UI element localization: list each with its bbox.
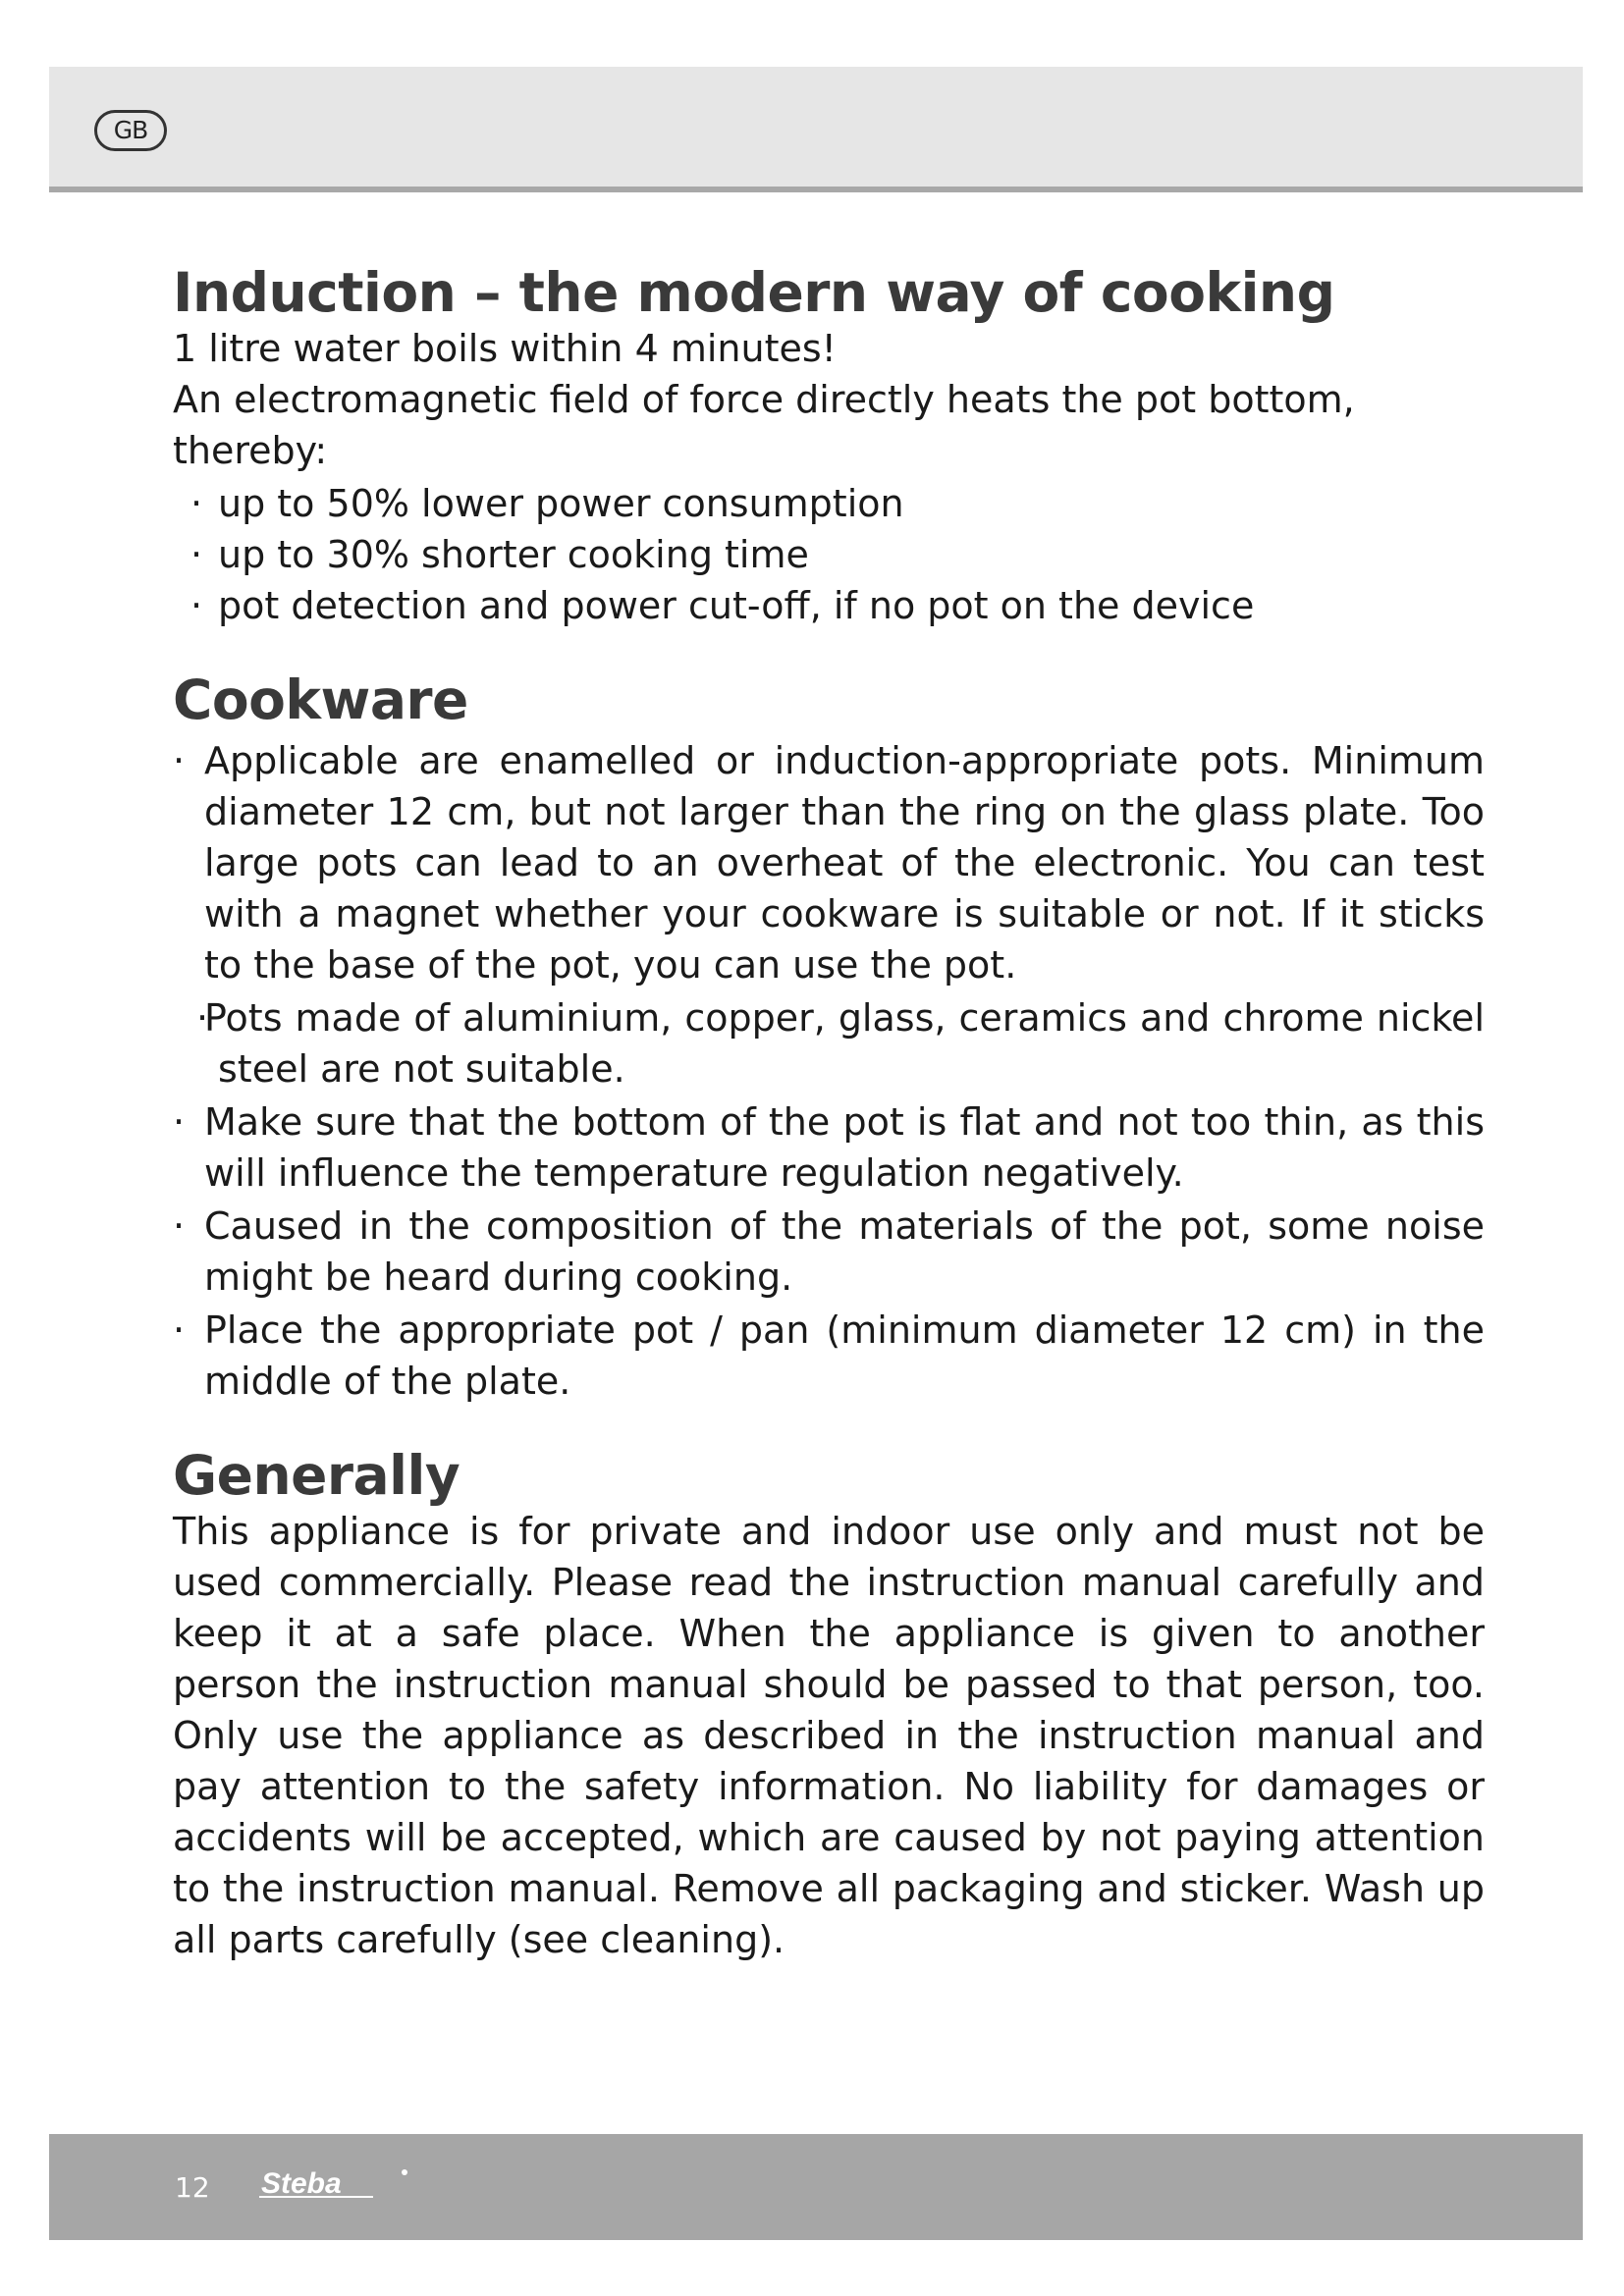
cookware-bullet: · Caused in the composition of the materials of the pot, some noise might be heard during cooking. — [173, 1201, 1485, 1303]
induction-bullet: · up to 50% lower power consumption — [190, 478, 1485, 529]
page-number: 12 — [175, 2171, 210, 2204]
cookware-bullet — [173, 992, 1485, 1095]
page-footer — [49, 2134, 1583, 2240]
cookware-sub-bullet-text: · Pots made of aluminium, copper, glass, ceramics and chrome nickel steel are not suitable. — [204, 996, 1485, 1091]
cookware-bullet-list — [173, 735, 1485, 1407]
induction-line1: 1 litre water boils within 4 minutes! — [173, 326, 837, 370]
page-content — [173, 263, 1485, 2004]
cookware-heading: Cookware — [173, 667, 468, 731]
section-induction — [173, 263, 1485, 631]
section-generally — [173, 1446, 1485, 1965]
generally-body: This appliance is for private and indoor use only and must not be used commercially. Please read the instruction manual carefully and keep it at a safe place. When the appliance is given to another person the instruction manual should be passed to that person, too. Only use the appliance as described in the instruction manual and pay attention to the safety information. No liability for damages or accidents will be accepted, which are caused by not paying attention to the instruction manual. Remove all packaging and sticker. Wash up all parts carefully (see cleaning). — [173, 1509, 1485, 1961]
induction-bullet-list — [173, 478, 1485, 631]
induction-heading: Induction – the modern way of cooking — [173, 261, 1335, 324]
cookware-bullet: · Applicable are enamelled or induction-appropriate pots. Minimum diameter 12 cm, but not larger than the ring on the glass plate. Too large pots can lead to an overheat of the electronic. You can test with a magnet whether your cookware is suitable or not. If it sticks to the base of the pot, you can use the pot. — [173, 735, 1485, 990]
cookware-bullet: · Make sure that the bottom of the pot is flat and not too thin, as this will influence the temperature regulation negatively. — [173, 1096, 1485, 1199]
induction-line2: An electromagnetic field of force directly heats the pot bottom, thereby: — [173, 377, 1355, 472]
page-header — [49, 67, 1583, 192]
section-cookware — [173, 667, 1485, 1408]
cookware-bullet: · Place the appropriate pot / pan (minimum diameter 12 cm) in the middle of the plate. — [173, 1305, 1485, 1407]
generally-heading: Generally — [173, 1444, 460, 1507]
induction-bullet: · pot detection and power cut-off, if no pot on the device — [190, 580, 1485, 631]
country-badge: GB — [94, 110, 167, 151]
induction-bullet: · up to 30% shorter cooking time — [190, 529, 1485, 580]
steba-logo-icon — [257, 2163, 414, 2207]
brand-logo-text: Steba — [261, 2167, 342, 2200]
